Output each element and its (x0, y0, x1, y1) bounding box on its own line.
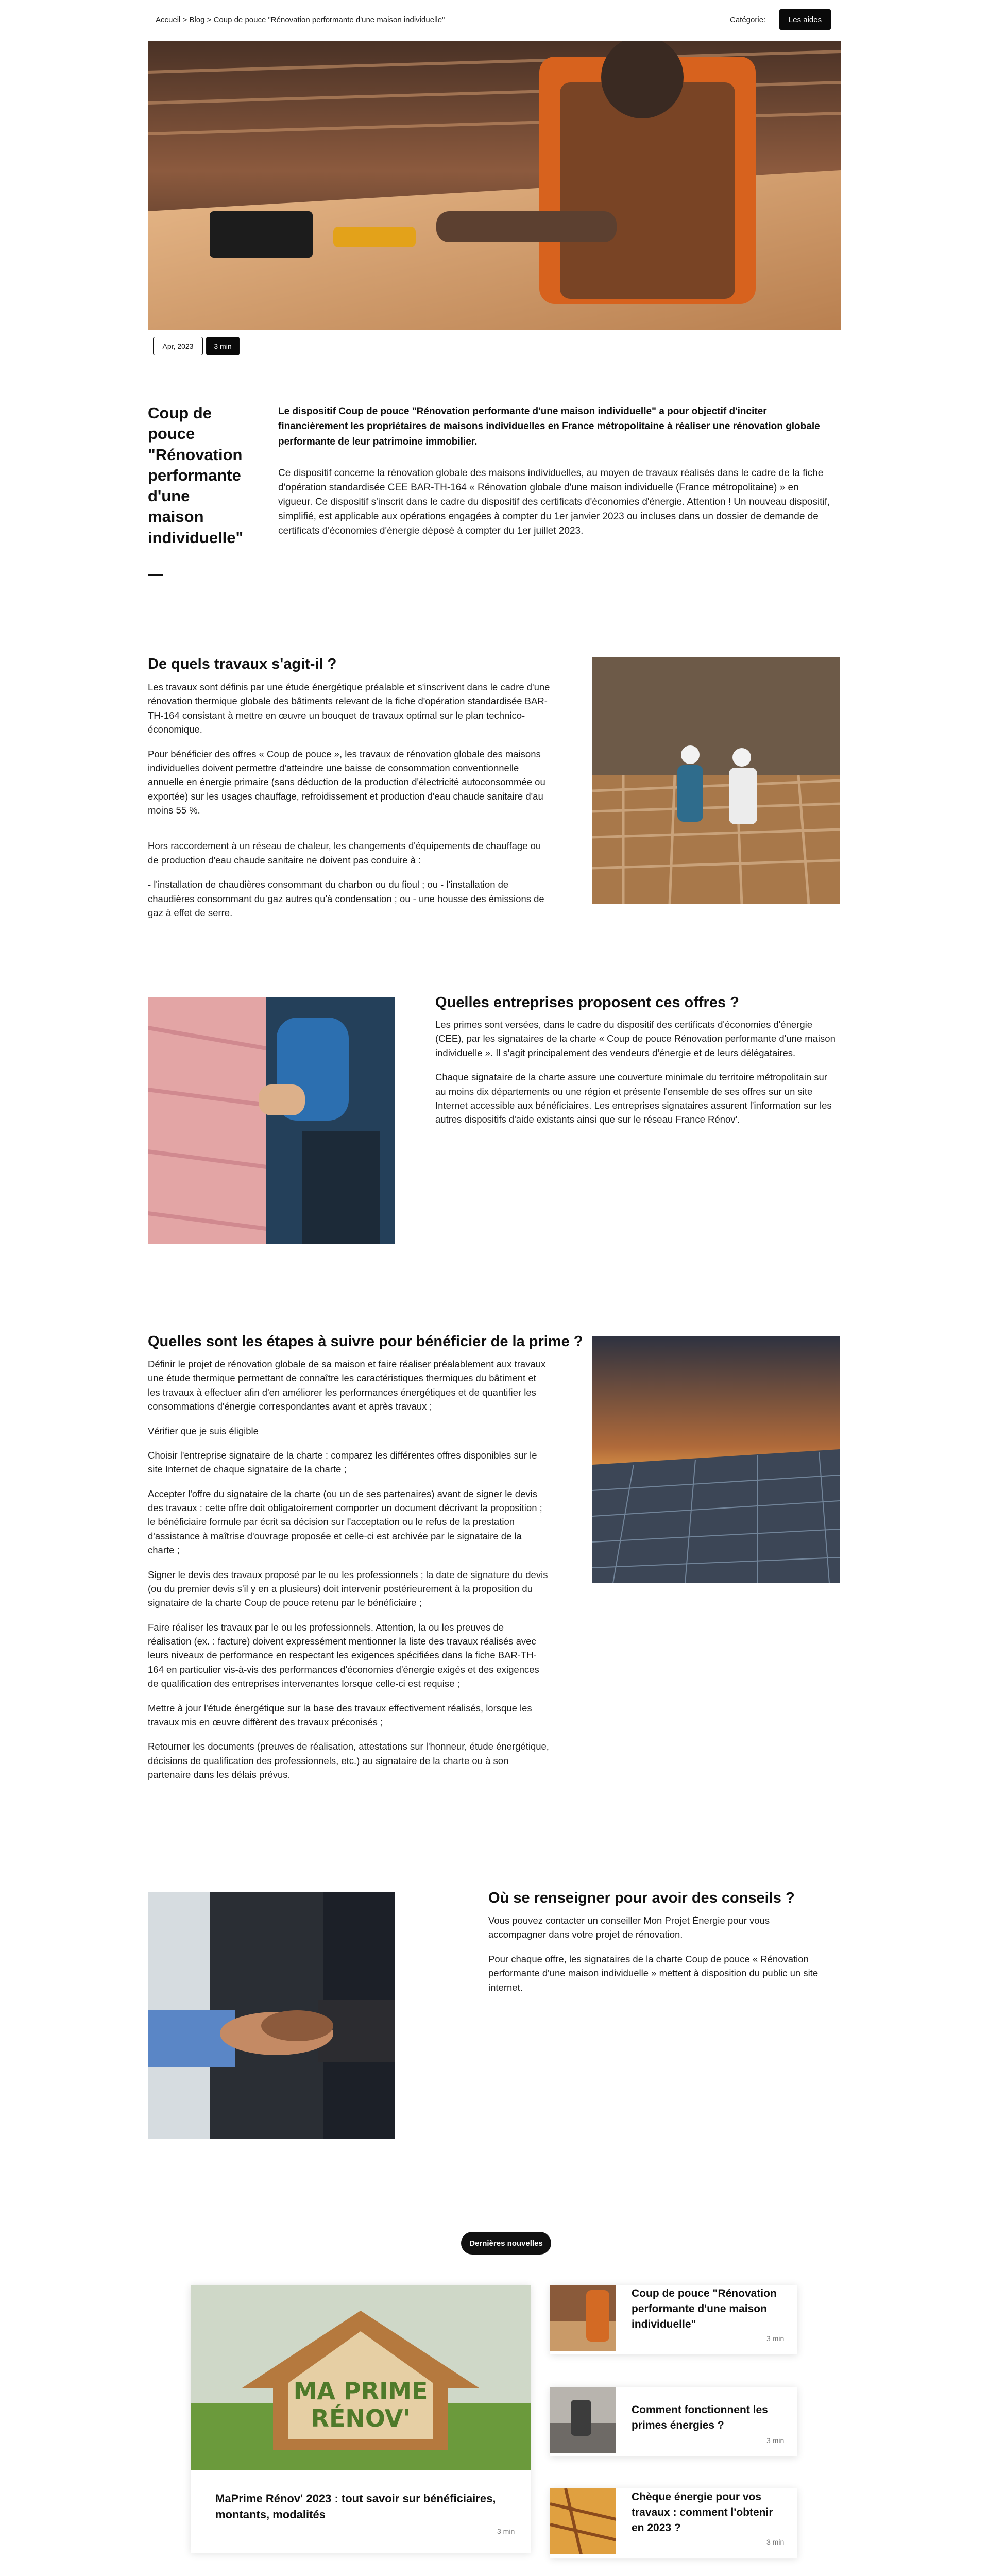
section-body-entreprises (435, 1018, 837, 1137)
article-date: Apr, 2023 (153, 337, 203, 355)
intro-lead: Le dispositif Coup de pouce "Rénovation performante d'une maison individuelle" a pour objectif d'inciter financièrement les propriétaires de maisons individuelles en France métropolitaine à réaliser une rénovation globale performante de leur patrimoine immobilier. (278, 406, 820, 447)
news-thumb (550, 2387, 616, 2453)
section-title-travaux: De quels travaux s'agit-il ? (148, 656, 337, 672)
intro-text: Ce dispositif concerne la rénovation globale des maisons individuelles, au moyen de travaux réalisés dans le cadre de la fiche d'opération standardisée CEE BAR-TH-164 « Rénovation globale d'une maison individuelle (France métropolitaine) » en vigueur. Ce dispositif s'inscrit dans le cadre du dispositif des certificats d'économies d'énergie. Attention ! Un nouveau dispositif, simplifié, est applicable aux opérations engagées à compter du 1er janvier 2023 ou incluses dans un dossier de demande de certificats d'économies d'énergie déposé à compter du 1er juillet 2023. (278, 468, 830, 537)
news-card-time: 3 min (766, 2436, 785, 2445)
paragraph: - l'installation de chaudières consommant du charbon ou du fioul ; ou - l'installation de chaudières consommant du gaz autres qu'à condensation ; ou - une housse des émissions de gaz à effet de serre. (148, 879, 544, 918)
paragraph: Vous pouvez contacter un conseiller Mon Projet Énergie pour vous accompagner dans votre projet de rénovation. (488, 1915, 770, 1940)
top-bar (0, 0, 989, 41)
paragraph: Faire réaliser les travaux par le ou les professionnels. Attention, la ou les preuves de réalisation (ex. : facture) doivent expressément mentionner la liste des travaux réalisés avec leurs niveaux de performance en respectant les exigences spécifiées dans la fiche BAR-TH-164 en particulier vis-à-vis des performances d'économies d'énergie exigés et des exigences de qualification des entreprises intervenantes lorsque celle-ci est requise ; (148, 1621, 539, 1689)
breadcrumb-text[interactable]: Accueil > Blog > Coup de pouce "Rénovation performante d'une maison individuelle" (156, 15, 445, 24)
read-time: 3 min (206, 337, 240, 355)
latest-news-badge: Dernières nouvelles (461, 2232, 551, 2255)
news-card-time: 3 min (766, 2538, 785, 2546)
paragraph: Les travaux sont définis par une étude énergétique préalable et s'inscrivent dans le cadre d'une rénovation thermique globale des bâtiments relevant de la fiche d'opération standardisée BAR-TH-164 consistant à mettre en œuvre un bouquet de travaux optimal sur le plan technico-économique. (148, 682, 550, 735)
paragraph: Vérifier que je suis éligible (148, 1425, 259, 1436)
news-card-time: 3 min (766, 2334, 785, 2343)
news-thumb (550, 2488, 616, 2554)
section-body-travaux (148, 680, 552, 930)
paragraph: Définir le projet de rénovation globale de sa maison et faire réaliser préalablement aux travaux une étude thermique permettant de connaître les caractéristiques thermiques du bâtiment et les travaux à effectuer afin d'en améliorer les performances énergétiques et de quantifier les consommations d'énergie correspondantes avant et après travaux ; (148, 1359, 546, 1412)
paragraph: Retourner les documents (preuves de réalisation, attestations sur l'honneur, étude énergétique, décisions de qualification des professionnels, etc.) au signataire de la charte ou à son partenaire dans les délais prévus. (148, 1741, 549, 1780)
hero-image (148, 41, 841, 330)
paragraph: Pour bénéficier des offres « Coup de pouce », les travaux de rénovation globale des maisons individuelles doivent permettre d'atteindre une baisse de consommation conventionnelle annuelle en énergie primaire (sans déduction de la production d'électricité autoconsommée ou exportée) sur les usages chauffage, refroidissement et production d'eau chaude sanitaire d'au moins 55 %. (148, 748, 545, 816)
construction-workers-image (592, 657, 840, 904)
side-title: Coup de pouce "Rénovation performante d'une maison individuelle" (148, 404, 244, 547)
category-button[interactable]: Les aides (779, 9, 831, 30)
section-body-etapes (148, 1357, 550, 1792)
paragraph: Pour chaque offre, les signataires de la charte Coup de pouce « Rénovation performante d'une maison individuelle » mettent à disposition du public un site internet. (488, 1953, 819, 1993)
paragraph: Choisir l'entreprise signataire de la charte : comparez les différentes offres disponibles sur le site Internet de chaque signataire de la charte ; (148, 1449, 537, 1475)
news-card-title[interactable]: Coup de pouce "Rénovation performante d'une maison individuelle" (632, 2287, 777, 2330)
paragraph: Les primes sont versées, dans le cadre du dispositif des certificats d'économies d'énergie (CEE), par les signataires de la charte « Coup de pouce Rénovation performante d'une maison individuelle ». Il s'agit principalement des vendeurs d'énergie et de leurs délégataires. (435, 1019, 835, 1058)
solar-panels-image (592, 1336, 840, 1583)
paragraph: Accepter l'offre du signataire de la charte (ou un de ses partenaires) avant de signer le devis des travaux : cette offre doit obligatoirement comporter un document décrivant la proposition ; le bénéficiaire formule par écrit sa décision sur l'acceptation ou le refus de la prestation d'assistance à maîtrise d'ouvrage proposée et celle-ci est archivée par le signataire de la charte ; (148, 1488, 542, 1556)
news-card-side[interactable] (550, 2488, 797, 2558)
section-title-conseils: Où se renseigner pour avoir des conseils ? (488, 1890, 795, 1906)
paragraph: Chaque signataire de la charte assure une couverture minimale du territoire métropolitain sur au moins dix départements ou une région et présente l'ensemble de ses offres sur un site Internet accessible aux bénéficiaires. Les entreprises signataires assurent l'information sur les autres dispositifs d'aide existants ainsi que sur le réseau France Rénov'. (435, 1072, 832, 1125)
news-card-main[interactable] (191, 2285, 531, 2553)
section-body-conseils (488, 1913, 828, 2005)
news-card-title[interactable]: Chèque énergie pour vos travaux : comment l'obtenir en 2023 ? (632, 2491, 773, 2534)
news-card-time: 3 min (497, 2527, 515, 2535)
breadcrumb[interactable] (156, 15, 445, 24)
section-title-entreprises: Quelles entreprises proposent ces offres ? (435, 994, 739, 1011)
paragraph: Hors raccordement à un réseau de chaleur, les changements d'équipements de chauffage ou de production d'eau chaude sanitaire ne doivent pas conduire à : (148, 840, 541, 866)
handshake-image (148, 1892, 395, 2139)
news-card-side[interactable] (550, 2387, 797, 2456)
section-title-etapes: Quelles sont les étapes à suivre pour bénéficier de la prime ? (148, 1333, 583, 1350)
category-label: Catégorie: (730, 15, 766, 24)
paragraph: Mettre à jour l'étude énergétique sur la base des travaux effectivement réalisés, lorsque les travaux mis en œuvre diffèrent des travaux préconisés ; (148, 1702, 532, 1727)
insulation-image (148, 997, 395, 1244)
news-thumb (550, 2285, 616, 2351)
title-divider (148, 574, 163, 576)
paragraph: Signer le devis des travaux proposé par le ou les professionnels ; la date de signature du devis (ou du premier devis s'il y en a plusieurs) doit intervenir postérieurement à la proposition du signataire de la charte Coup de pouce retenu par le bénéficiaire ; (148, 1569, 548, 1608)
news-card-title[interactable]: MaPrime Rénov' 2023 : tout savoir sur bénéficiaires, montants, modalités (215, 2492, 496, 2521)
news-card-side[interactable] (550, 2285, 797, 2354)
news-card-title[interactable]: Comment fonctionnent les primes énergies ? (632, 2404, 768, 2431)
maprimerenov-image-text: MA PRIME RÉNOV' (293, 2377, 428, 2432)
